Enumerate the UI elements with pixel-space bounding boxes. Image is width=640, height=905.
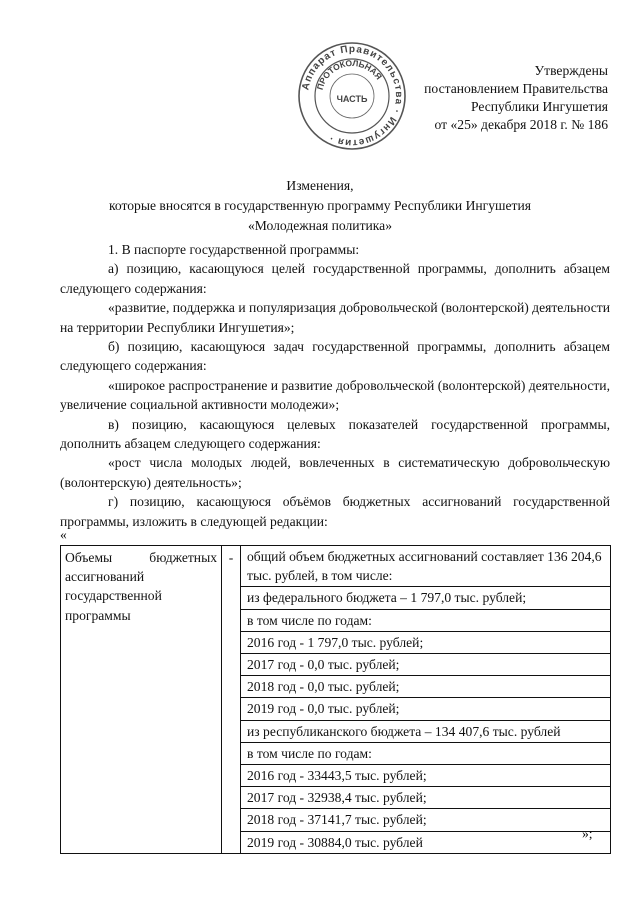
budget-line-by-years-2: в том числе по годам: [241,743,610,765]
budget-line-republican: из республиканского бюджета – 134 407,6 тыс. рублей [241,721,610,743]
approval-line-approved: Утверждены [534,63,608,78]
budget-label-cell: Объемы бюджетных ассигнований государственной программы [61,546,222,854]
budget-line-republican-2017: 2017 год - 32938,4 тыс. рублей; [241,787,610,809]
svg-text:Аппарат Правительства · Ингуше: Аппарат Правительства · Ингушетия · [300,43,405,149]
title-line-program-name: «Молодежная политика» [247,218,393,233]
paragraph-tasks: б) позицию, касающуюся задач государственной программы, дополнить абзацем следующего содержания: [60,339,610,374]
budget-line-republican-2016: 2016 год - 33443,5 тыс. рублей; [241,765,610,787]
budget-line-federal-2019: 2019 год - 0,0 тыс. рублей; [241,698,610,720]
budget-line-federal-2018: 2018 год - 0,0 тыс. рублей; [241,676,610,698]
budget-line-by-years: в том числе по годам: [241,610,610,632]
dash-cell: - [222,546,241,854]
table-row [61,546,611,854]
approval-line-date: от «25» декабря 2018 г. № 186 [434,117,608,132]
paragraph-budget: г) позицию, касающуюся объёмов бюджетных ассигнований государственной программы, изложить в следующей редакции: [60,494,610,529]
approval-line-resolution: постановлением Правительства [424,81,608,96]
opening-quote: « [60,527,67,542]
approval-block [380,62,608,134]
budget-line-federal-2017: 2017 год - 0,0 тыс. рублей; [241,654,610,676]
budget-line-federal: из федерального бюджета – 1 797,0 тыс. рублей; [241,587,610,609]
title-line-changes: Изменения, [286,178,354,193]
budget-values-cell [241,546,611,854]
budget-table [60,545,611,854]
svg-text:ПРОТОКОЛЬНАЯ: ПРОТОКОЛЬНАЯ [314,57,385,91]
budget-line-total: общий объем бюджетных ассигнований составляет 136 204,6 тыс. рублей, в том числе: [241,546,610,587]
budget-line-federal-2016: 2016 год - 1 797,0 тыс. рублей; [241,632,610,654]
document-title [60,176,580,236]
paragraph-indicators: в) позицию, касающуюся целевых показателей государственной программы, дополнить абзацем следующего содержания: [60,416,610,452]
paragraph-goals: а) позицию, касающуюся целей государственной программы, дополнить абзацем следующего содержания: [60,261,610,296]
approval-line-republic: Республики Ингушетия [470,99,608,114]
document-body [60,240,610,531]
budget-line-republican-2019: 2019 год - 30884,0 тыс. рублей [247,834,423,850]
paragraph-indicators-quote: «рост числа молодых людей, вовлеченных в систематическую добровольческую (волонтерскую) деятельность»; [60,455,610,490]
closing-quote: »; [582,826,593,841]
paragraph-passport: 1. В паспорте государственной программы: [108,242,360,257]
title-line-program: которые вносятся в государственную программу Республики Ингушетия [108,198,532,213]
paragraph-tasks-quote: «широкое распространение и развитие добровольческой (волонтерской) деятельности, увеличение социальной активности молодежи»; [60,377,610,413]
svg-text:ЧАСТЬ: ЧАСТЬ [336,94,368,104]
paragraph-goals-quote: «развитие, поддержка и популяризация добровольческой (волонтерской) деятельности на территории Республики Ингушетия»; [60,300,610,335]
budget-line-republican-2018: 2018 год - 37141,7 тыс. рублей; [241,809,610,831]
